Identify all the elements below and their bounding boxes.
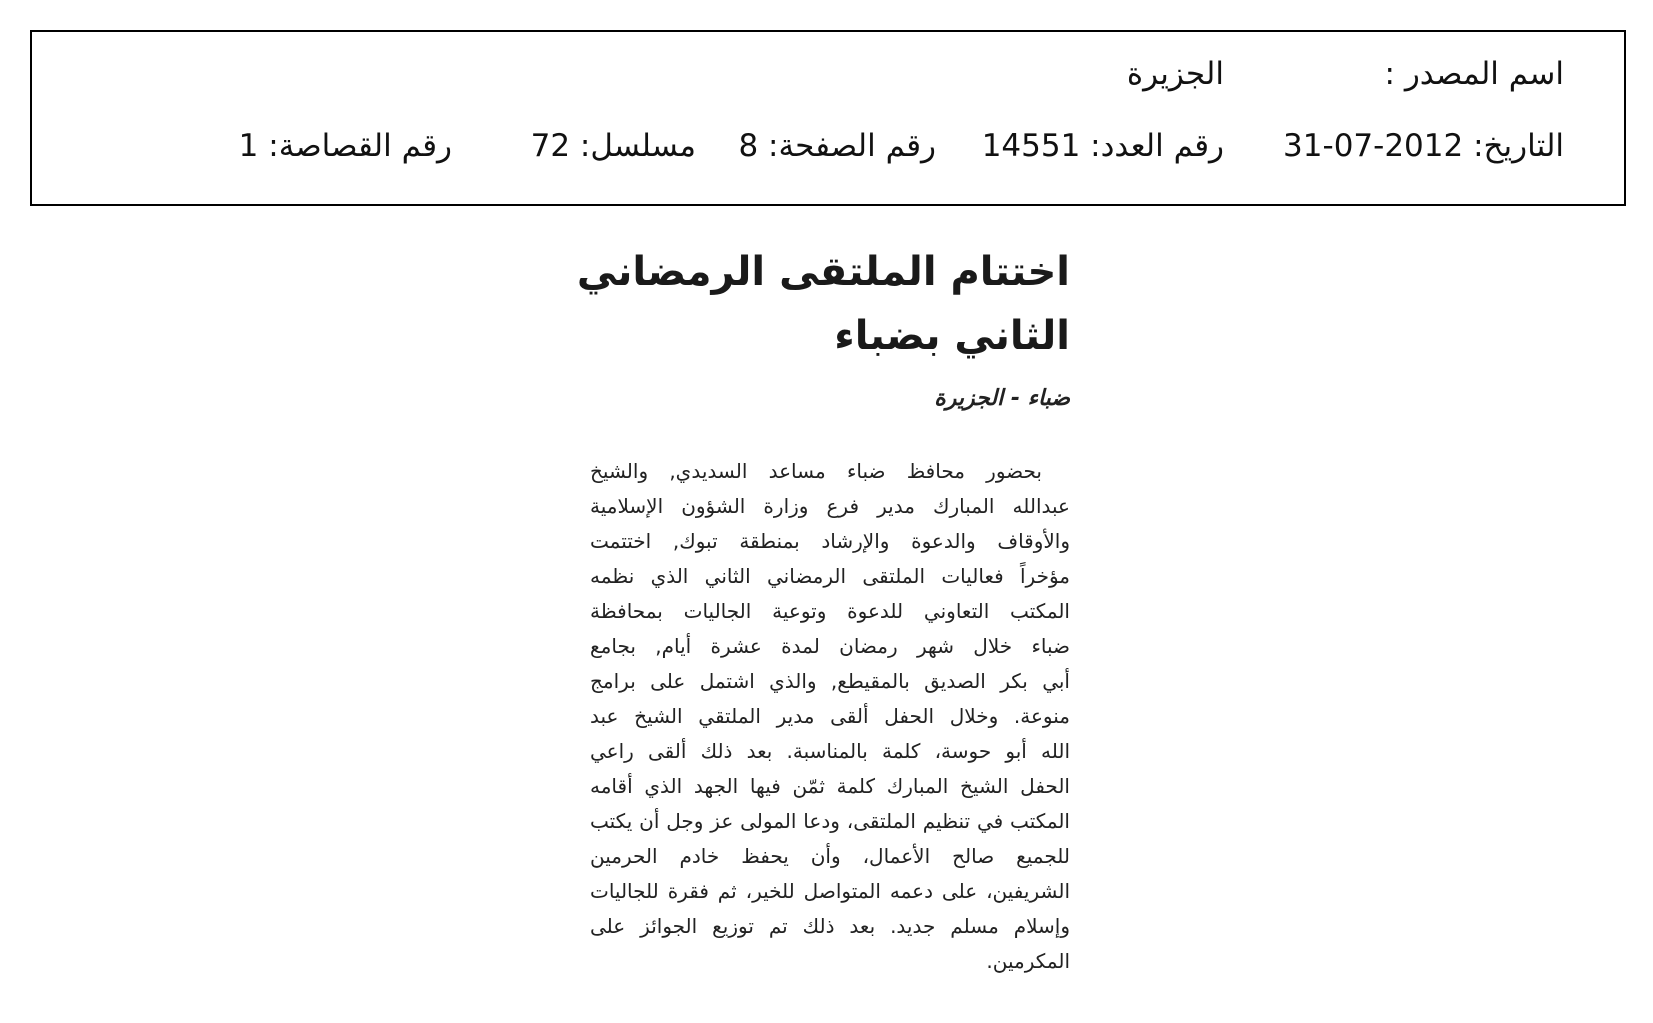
body-line: المكتب التعاوني للدعوة وتوعية الجاليات بمحافظة — [590, 599, 1070, 623]
issue-number-field: رقم العدد: 14551 — [981, 128, 1224, 164]
article — [576, 240, 1070, 979]
body-line: الشريفين، على دعمه المتواصل للخير، ثم فقرة للجاليات — [590, 879, 1070, 903]
body-line: الله أبو حوسة، كلمة بالمناسبة. بعد ذلك ألقى راعي — [590, 739, 1070, 763]
article-body — [590, 454, 1070, 979]
headline-line-2: الثاني بضباء — [834, 313, 1070, 359]
headline-line-1: اختتام الملتقى الرمضاني — [576, 249, 1070, 295]
body-line: المكرمين. — [986, 949, 1070, 973]
body-line: أبي بكر الصديق بالمقيطع, والذي اشتمل على برامج — [590, 669, 1070, 693]
source-info-box — [30, 30, 1626, 206]
body-line: الحفل الشيخ المبارك كلمة ثمّن فيها الجهد الذي أقامه — [590, 774, 1070, 798]
page-number-field: رقم الصفحة: 8 — [738, 128, 936, 164]
date-field: التاريخ: 2012-07-31 — [1283, 128, 1564, 164]
body-line: والأوقاف والدعوة والإرشاد بمنطقة تبوك, اختتمت — [590, 529, 1070, 553]
body-line: للجميع صالح الأعمال، وأن يحفظ خادم الحرمين — [590, 844, 1070, 868]
body-line: المكتب في تنظيم الملتقى، ودعا المولى عز وجل أن يكتب — [590, 809, 1070, 833]
body-line: وإسلام مسلم جديد. بعد ذلك تم توزيع الجوائز على — [590, 914, 1070, 938]
byline: ضباء - الجزيرة — [934, 386, 1070, 411]
body-line: بحضور محافظ ضباء مساعد السديدي, والشيخ — [590, 459, 1042, 483]
body-line: منوعة. وخلال الحفل ألقى مدير الملتقي الشيخ عبد — [590, 704, 1070, 728]
body-line: ضباء خلال شهر رمضان لمدة عشرة أيام, بجامع — [590, 634, 1070, 658]
source-label: اسم المصدر : — [1384, 56, 1564, 92]
source-value: الجزيرة — [1126, 56, 1224, 92]
clip-number-field: رقم القصاصة: 1 — [238, 128, 452, 164]
serial-field: مسلسل: 72 — [530, 128, 696, 164]
body-line: عبدالله المبارك مدير فرع وزارة الشؤون الإسلامية — [590, 494, 1070, 518]
body-line: مؤخراً فعاليات الملتقى الرمضاني الثاني الذي نظمه — [590, 564, 1070, 588]
